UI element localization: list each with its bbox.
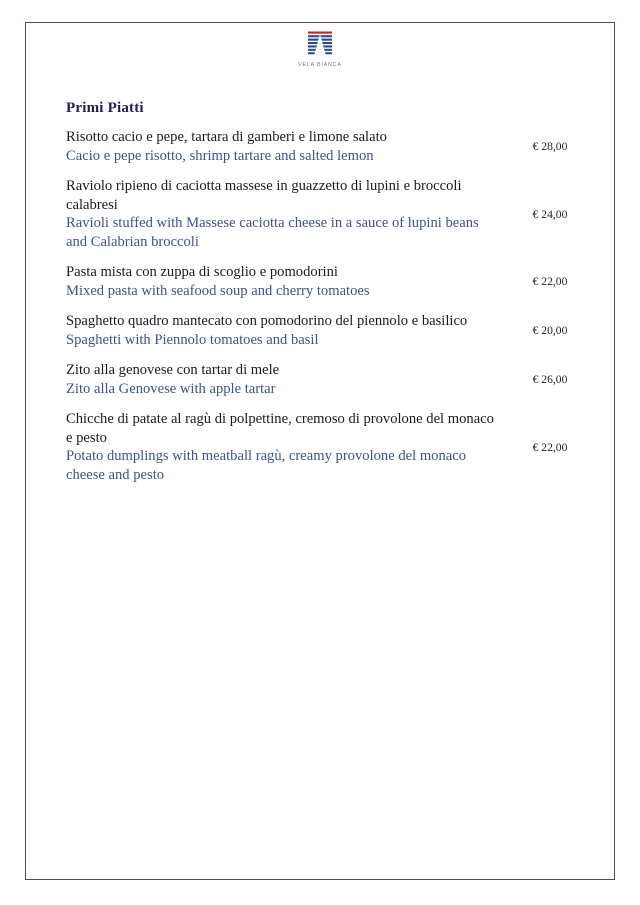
menu-item: [66, 177, 596, 251]
menu-page-frame: [25, 22, 615, 880]
menu-item: [66, 312, 596, 349]
menu-item-name-english: Spaghetti with Piennolo tomatoes and basil: [66, 331, 319, 348]
vela-bianca-sailboat-icon: [306, 31, 334, 60]
menu-item-price: € 22,00: [532, 275, 568, 289]
menu-item-text: [66, 128, 498, 165]
menu-item-text: [66, 177, 498, 251]
menu-item-name-italian: Pasta mista con zuppa di scoglio e pomodorini: [66, 264, 338, 281]
menu-item-price: € 28,00: [532, 140, 568, 154]
menu-item-price: € 26,00: [532, 373, 568, 387]
menu-item: [66, 128, 596, 165]
menu-item-name-english: Mixed pasta with seafood soup and cherry tomatoes: [66, 282, 370, 299]
menu-item-name-italian: Raviolo ripieno di caciotta massese in guazzetto di lupini e broccoli calabresi: [66, 178, 462, 213]
menu-item-price: € 24,00: [532, 207, 568, 221]
menu-item-list: [66, 128, 596, 497]
menu-item-name-italian: Chicche di patate al ragù di polpettine, cremoso di provolone del monaco e pesto: [66, 411, 494, 446]
menu-item-price: € 20,00: [532, 324, 568, 338]
logo-wordmark: VELA BIANCA: [298, 62, 342, 68]
menu-item-text: [66, 312, 498, 349]
menu-item-price: € 22,00: [532, 440, 568, 454]
menu-item-name-english: Cacio e pepe risotto, shrimp tartare and salted lemon: [66, 147, 374, 164]
menu-item: [66, 361, 596, 398]
menu-item-name-italian: Spaghetto quadro mantecato con pomodorino del piennolo e basilico: [66, 313, 468, 330]
menu-item-text: [66, 263, 498, 300]
menu-item-name-italian: Risotto cacio e pepe, tartara di gamberi e limone salato: [66, 129, 387, 145]
menu-item-name-italian: Zito alla genovese con tartar di mele: [66, 362, 280, 379]
menu-item: [66, 263, 596, 300]
menu-item-text: [66, 361, 498, 398]
restaurant-logo: [26, 31, 614, 68]
menu-item-name-english: Potato dumplings with meatball ragù, creamy provolone del monaco cheese and pesto: [66, 448, 467, 483]
menu-item-text: [66, 410, 498, 484]
menu-item: [66, 410, 596, 484]
menu-item-name-english: Zito alla Genovese with apple tartar: [66, 380, 276, 397]
menu-item-name-english: Ravioli stuffed with Massese caciotta cheese in a sauce of lupini beans and Calabrian broccoli: [66, 215, 479, 250]
page-title: Primi Piatti: [66, 100, 144, 116]
